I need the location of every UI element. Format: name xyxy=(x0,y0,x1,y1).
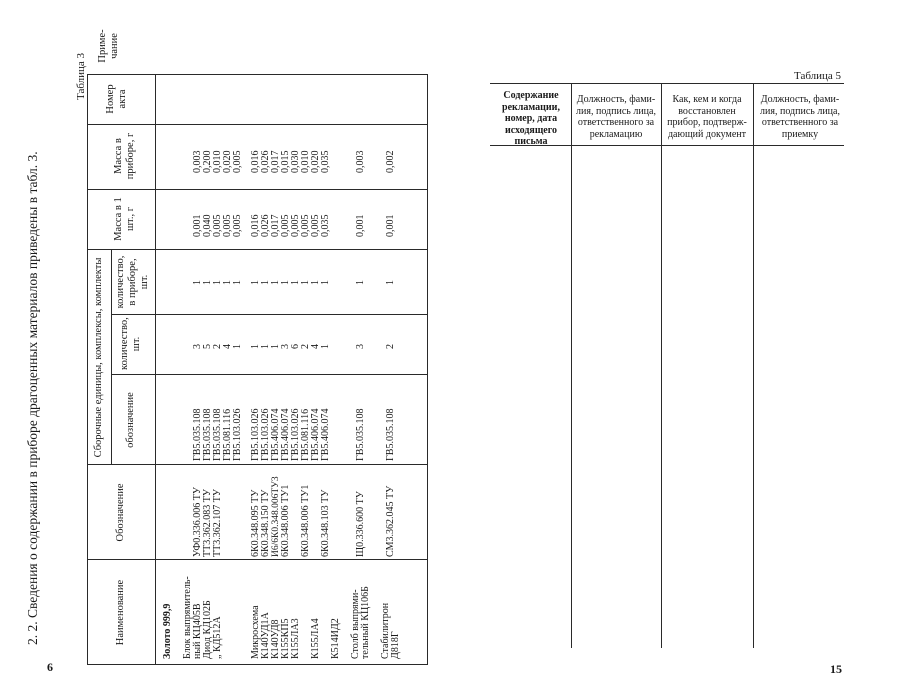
table-cell: 1 xyxy=(320,344,331,349)
table-cell: ГВ5.406.074 xyxy=(280,408,291,461)
table-cell: Блок выпрямитель- xyxy=(182,576,193,659)
table-cell: 1 xyxy=(232,280,243,285)
table-cell: К140УД1А xyxy=(260,612,271,659)
table-cell: Д818Г xyxy=(390,631,401,659)
table-cell: 1 xyxy=(212,280,223,285)
table-cell: ТТ3.362.083 ТУ xyxy=(202,489,213,557)
table-cell: 1 xyxy=(280,280,291,285)
section-heading: 2. 2. Сведения о содержании в приборе драгоценных материалов приведены в табл. 3. xyxy=(25,151,40,645)
table-cell: 0,001 xyxy=(385,214,396,237)
table-cell: ный КЦ405В xyxy=(192,603,203,659)
table-cell: 5 xyxy=(202,344,213,349)
table-cell: 2 xyxy=(300,344,311,349)
col-group-header: Сборочные единицы, комплексы, комплекты xyxy=(93,257,104,458)
table-cell: 6К0.348.006 ТУ1 xyxy=(300,484,311,557)
table-cell: 0,005 xyxy=(232,214,243,237)
table-cell: К155КП5 xyxy=(280,618,291,659)
table-cell: 0,035 xyxy=(320,150,331,173)
table-cell: 0,002 xyxy=(385,150,396,173)
left-page-number: 6 xyxy=(47,660,53,674)
table-cell: 4 xyxy=(310,344,321,349)
table-cell: 0,010 xyxy=(212,150,223,173)
table-cell: ГВ5.035.108 xyxy=(385,408,396,461)
table-cell: 0,005 xyxy=(310,214,321,237)
table-cell: 6 xyxy=(290,344,301,349)
table-cell: ГВ5.081.116 xyxy=(300,408,311,461)
table-cell: 0,030 xyxy=(290,150,301,173)
table-cell: 0,001 xyxy=(192,214,203,237)
table-cell: Стабилитрон xyxy=(380,602,391,659)
table-cell: 0,017 xyxy=(270,214,281,237)
table-cell: УФ0.336.006 ТУ xyxy=(192,487,203,557)
table-cell: 0,003 xyxy=(355,150,366,173)
col-group-designation-header: обозначение xyxy=(125,392,136,448)
table-cell: 0,015 xyxy=(280,150,291,173)
table-cell: 0,005 xyxy=(212,214,223,237)
table-cell: Столб выпрями- xyxy=(350,589,361,659)
table-cell: 1 xyxy=(310,280,321,285)
table-cell: СМ3.362.045 ТУ xyxy=(385,485,396,557)
table-cell: ГВ5.103.026 xyxy=(260,408,271,461)
table-cell: 1 xyxy=(260,280,271,285)
right-page xyxy=(450,0,900,699)
table-5-label: Таблица 5 xyxy=(794,70,842,82)
table-cell: 0,003 xyxy=(192,150,203,173)
table-cell: 1 xyxy=(320,280,331,285)
table-cell: 0,010 xyxy=(300,150,311,173)
table-cell: К140УД8 xyxy=(270,619,281,659)
table-cell: 0,005 xyxy=(300,214,311,237)
table-cell: 1 xyxy=(250,344,261,349)
table-cell: ГВ5.103.026 xyxy=(250,408,261,461)
column-header: Должность, фами-лия, подпись лица, ответственного за рекламацию xyxy=(576,94,656,140)
table-cell: ГВ5.406.074 xyxy=(310,408,321,461)
table-cell: 6К0.348.006 ТУ1 xyxy=(280,484,291,557)
table-cell: ТТ3.362.107 ТУ xyxy=(212,489,223,557)
table-cell: К155ЛА3 xyxy=(290,618,301,659)
table-cell: 3 xyxy=(192,344,203,349)
col-act-number-header: Номер акта xyxy=(105,84,128,114)
column-header: Содержание рекламации, номер, дата исходящего письма xyxy=(502,90,560,147)
table-cell: 1 xyxy=(300,280,311,285)
table-cell: К155ЛА4 xyxy=(310,618,321,659)
table-cell: ГВ5.035.108 xyxy=(212,408,223,461)
table-cell: 1 xyxy=(222,280,233,285)
table-cell: ГВ5.103.026 xyxy=(232,408,243,461)
col-mass-unit-header: Масса в 1 шт., г xyxy=(113,197,136,241)
table-cell: 6К0.348.103 ТУ xyxy=(320,489,331,557)
table-cell: „ КД512А xyxy=(212,616,223,659)
table-cell: 1 xyxy=(270,344,281,349)
table-cell: 0,026 xyxy=(260,150,271,173)
table-cell: 1 xyxy=(270,280,281,285)
table-cell: 0,020 xyxy=(310,150,321,173)
table-cell: ГВ5.035.108 xyxy=(192,408,203,461)
col-note-header: Приме- чание xyxy=(97,29,120,63)
table-cell: 1 xyxy=(290,280,301,285)
table-cell: 1 xyxy=(232,344,243,349)
table-cell: 0,005 xyxy=(232,150,243,173)
table-cell: ГВ5.081.116 xyxy=(222,408,233,461)
col-qty-in-device-header: количество, в приборе, шт. xyxy=(115,255,150,309)
table-cell: 0,040 xyxy=(202,214,213,237)
table-cell: Щ0.336.600 ТУ xyxy=(355,491,366,557)
table-cell: 0,005 xyxy=(290,214,301,237)
table-cell: 1 xyxy=(260,344,271,349)
right-page-number: 15 xyxy=(830,662,842,676)
table-cell: 0,001 xyxy=(355,214,366,237)
table-cell: ГВ5.035.108 xyxy=(355,408,366,461)
col-qty-header: количество, шт. xyxy=(119,317,142,370)
table-cell: 3 xyxy=(280,344,291,349)
table-cell: И6/6К0.348.006ТУ3 xyxy=(271,476,281,557)
table-cell: 0,200 xyxy=(202,150,213,173)
table-cell: 6К0.348.150 ТУ xyxy=(260,489,271,557)
table-cell: Микросхема xyxy=(250,605,261,659)
table-cell: 0,005 xyxy=(280,214,291,237)
table-cell: 2 xyxy=(212,344,223,349)
table-cell: 6К0.348.095 ТУ xyxy=(250,489,261,557)
table-cell: 1 xyxy=(192,280,203,285)
table-cell: 0,017 xyxy=(270,150,281,173)
table-cell: ГВ5.103.026 xyxy=(290,408,301,461)
table-cell: 0,005 xyxy=(222,214,233,237)
table-cell: 1 xyxy=(385,280,396,285)
column-header: Должность, фами-лия, подпись лица, ответственного за приемку xyxy=(760,94,840,140)
table-3-label: Таблица 3 xyxy=(75,52,87,100)
table-cell: 1 xyxy=(355,280,366,285)
col-name-header: Наименование xyxy=(115,579,126,646)
table-cell: 0,020 xyxy=(222,150,233,173)
table-cell: 4 xyxy=(222,344,233,349)
col-designation-header: Обозначение xyxy=(115,483,126,542)
material-label: Золото 999,9 xyxy=(162,603,173,659)
table-cell: 3 xyxy=(355,344,366,349)
table-cell: К514ИД2 xyxy=(330,618,341,659)
table-cell: 1 xyxy=(250,280,261,285)
table-cell: 0,016 xyxy=(250,214,261,237)
table-cell: 2 xyxy=(385,344,396,349)
table-cell: 0,035 xyxy=(320,214,331,237)
table-cell: 1 xyxy=(202,280,213,285)
table-cell: тельный КЦ106Б xyxy=(360,586,371,659)
column-header: Как, кем и когда восстановлен прибор, подтверж-дающий документ xyxy=(667,94,747,140)
table-cell: 0,026 xyxy=(260,214,271,237)
table-cell: 0,016 xyxy=(250,150,261,173)
table-cell: ГВ5.035.108 xyxy=(202,408,213,461)
table-cell: Диод КД102Б xyxy=(202,600,213,659)
col-mass-device-header: Масса в приборе, г xyxy=(113,132,136,180)
table-cell: ГВ5.406.074 xyxy=(320,408,331,461)
table-3 xyxy=(25,15,455,665)
table-cell: ГВ5.406.074 xyxy=(270,408,281,461)
